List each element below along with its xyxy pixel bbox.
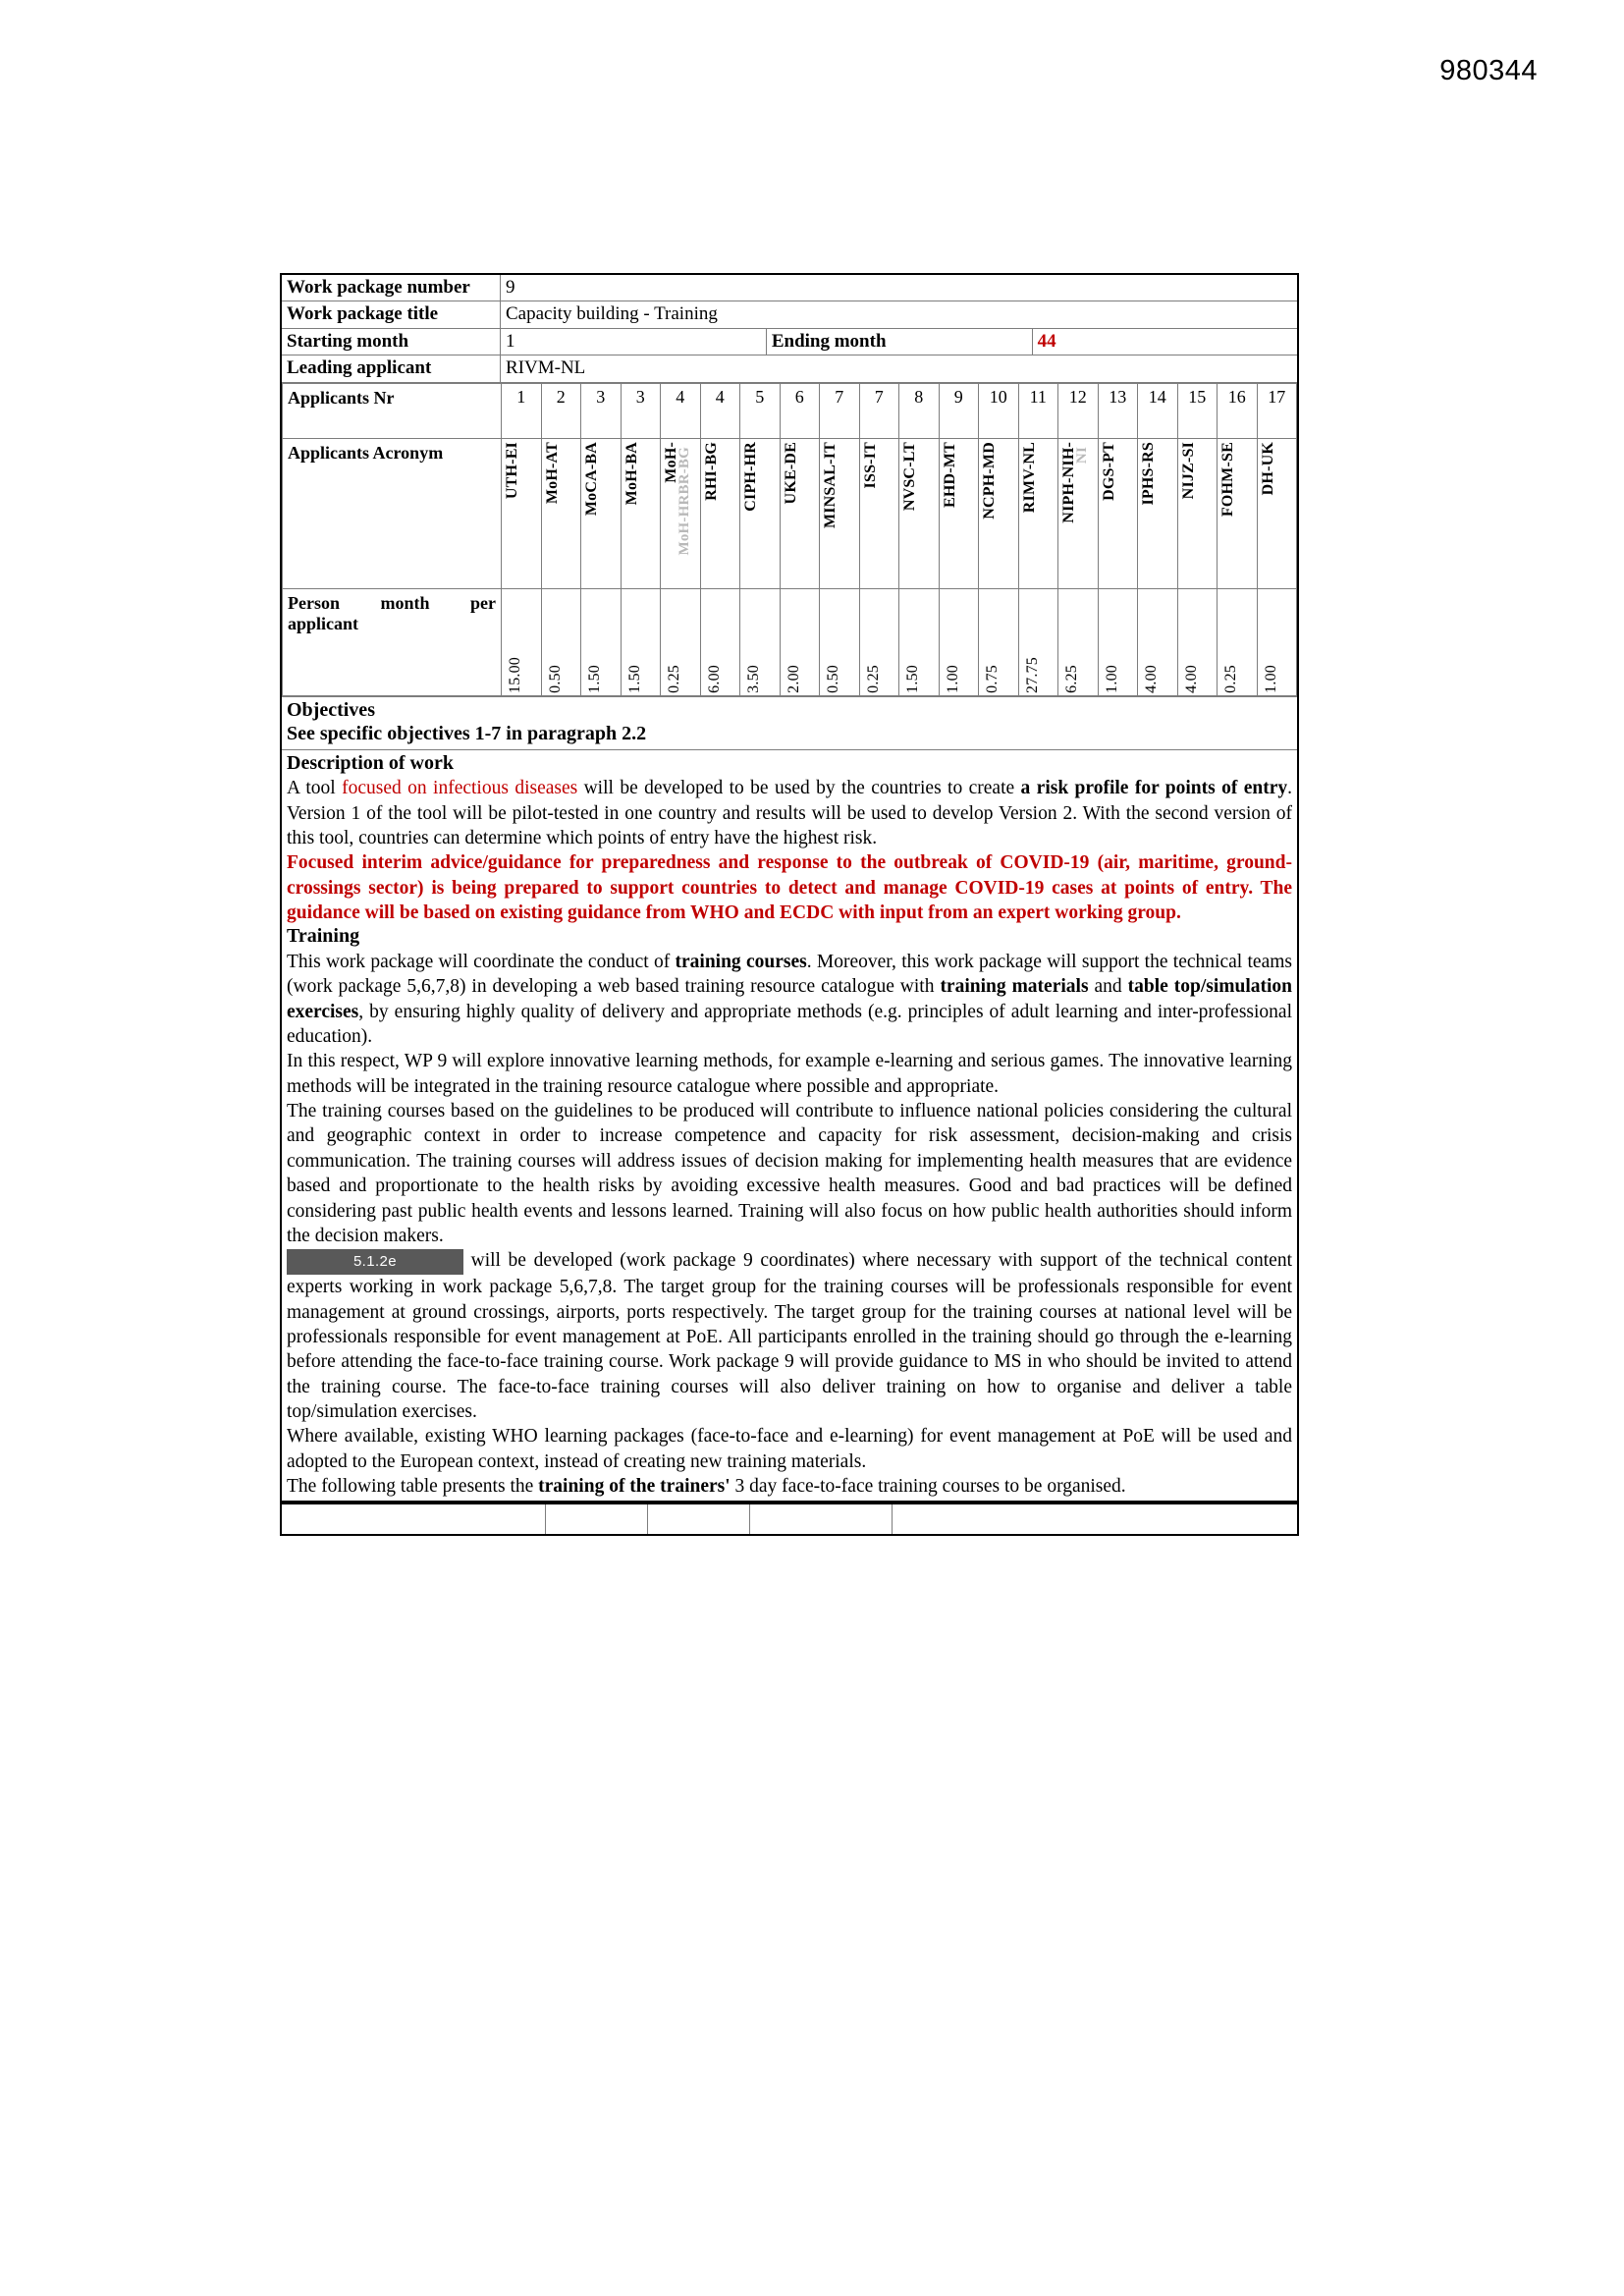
desc-p3-bold-1: training courses <box>675 952 807 973</box>
applicant-acronym-label: MoCA-BA <box>583 441 600 516</box>
objectives-text: See specific objectives 1-7 in paragraph 2.2 <box>287 723 647 745</box>
desc-p8-part-b: 3 day face-to-face training courses to be organised. <box>730 1475 1126 1497</box>
table-row-applicants-grid <box>281 382 1298 696</box>
value-starting-month: 1 <box>501 328 767 355</box>
person-month-value: 0.75 <box>984 664 1001 693</box>
person-month-cell <box>740 588 781 695</box>
applicant-number-cell: 14 <box>1138 383 1178 438</box>
description-title: Description of work <box>287 751 454 774</box>
person-month-cell <box>939 588 979 695</box>
applicant-acronym-cell <box>820 438 860 588</box>
applicant-acronym-label: UTH-EI <box>504 441 520 499</box>
desc-p3-part-a: This work package will coordinate the conduct of <box>287 952 676 973</box>
applicant-acronym-cell <box>581 438 622 588</box>
applicant-number-cell: 7 <box>859 383 899 438</box>
applicant-acronym-label: NVSC-LT <box>901 441 918 511</box>
person-month-value: 27.75 <box>1023 656 1041 693</box>
person-month-cell <box>1058 588 1099 695</box>
applicant-acronym-cell <box>700 438 740 588</box>
empty-cell <box>892 1503 1298 1535</box>
applicant-acronym-cell <box>1257 438 1297 588</box>
person-month-cell <box>1018 588 1058 695</box>
person-month-value: 1.50 <box>625 664 643 693</box>
table-row-description <box>281 749 1298 1502</box>
applicant-number-cell: 2 <box>541 383 581 438</box>
applicant-number-cell: 5 <box>740 383 781 438</box>
person-month-value: 1.00 <box>944 664 961 693</box>
table-row-months <box>281 328 1298 355</box>
applicant-number-cell: 11 <box>1018 383 1058 438</box>
applicant-acronym-label: RHI-BG <box>702 441 720 501</box>
applicant-acronym-label: ISS-IT <box>861 441 879 489</box>
person-month-cell <box>859 588 899 695</box>
person-month-cell <box>541 588 581 695</box>
empty-cell <box>647 1503 749 1535</box>
applicant-acronym-cell <box>541 438 581 588</box>
label-applicants-acronym: Applicants Acronym <box>283 438 502 588</box>
applicant-acronym-label: RIMV-NL <box>1020 441 1038 513</box>
table-row-leading-applicant <box>281 355 1298 382</box>
applicant-acronym-label: IPHS-RS <box>1140 441 1157 506</box>
person-month-cell <box>621 588 661 695</box>
desc-p1-bold-phrase: a risk profile for points of entry <box>1020 778 1288 799</box>
applicant-number-cell: 17 <box>1257 383 1297 438</box>
applicant-number-cell: 8 <box>899 383 940 438</box>
person-month-value: 1.50 <box>586 664 603 693</box>
person-month-cell <box>780 588 820 695</box>
label-starting-month: Starting month <box>281 328 501 355</box>
person-month-value: 1.00 <box>1262 664 1279 693</box>
person-month-value: 0.25 <box>1222 664 1239 693</box>
person-month-cell <box>899 588 940 695</box>
table-row-empty <box>281 1503 1298 1535</box>
applicants-person-month-row <box>283 588 1297 695</box>
applicant-acronym-faded: NI <box>1074 446 1090 464</box>
desc-p8-part-a: The following table presents the <box>287 1475 539 1497</box>
applicant-acronym-cell <box>1138 438 1178 588</box>
applicant-acronym-label: MoH-AT <box>543 441 561 504</box>
desc-p1-part-b: will be developed to be used by the countries to create <box>577 778 1021 799</box>
description-paragraph-3 <box>287 950 1292 1049</box>
applicant-acronym-cell <box>1058 438 1099 588</box>
applicant-number-cell: 4 <box>700 383 740 438</box>
desc-p1-red-phrase: focused on infectious diseases <box>342 778 578 799</box>
trainers-schedule-table <box>280 1503 1299 1536</box>
work-package-document <box>280 273 1299 1536</box>
applicant-number-cell: 3 <box>621 383 661 438</box>
applicant-acronym-cell <box>859 438 899 588</box>
empty-cell <box>749 1503 892 1535</box>
desc-p3-part-c: and <box>1088 976 1128 998</box>
description-paragraph-6 <box>287 1248 1292 1424</box>
label-leading-applicant: Leading applicant <box>281 355 501 382</box>
person-month-value: 6.25 <box>1063 664 1080 693</box>
person-month-cell <box>661 588 701 695</box>
person-month-cell <box>1098 588 1138 695</box>
person-month-value: 1.00 <box>1103 664 1120 693</box>
description-paragraph-covid-red: Focused interim advice/guidance for preparedness and response to the outbreak of COVID-19 (air, maritime, ground-crossings sector) is being prepared to support countries to detect and manage COVID-19 cases at points of entry. The guidance will be based on existing guidance from WHO and ECDC with input from an expert working group. <box>287 852 1292 924</box>
desc-p1-part-a: A tool <box>287 778 343 799</box>
person-month-value: 4.00 <box>1143 664 1160 693</box>
description-paragraph-5: The training courses based on the guidelines to be produced will contribute to influence national policies considering the cultural and geographic context in order to increase competence and capacity for risk assessment, decision-making and crisis communication. The training courses will address issues of decision making for implementing health measures that are evidence based and proportionate to the health risks by avoiding excessive health measures. Good and bad practices will be defined considering past public health events and lessons learned. Training will also focus on how public health authorities should inform the decision makers. <box>287 1101 1292 1246</box>
person-month-cell <box>1177 588 1218 695</box>
desc-p3-part-d: , by ensuring highly quality of delivery and appropriate methods (e.g. principles of adult learning and inter-professional education). <box>287 1001 1292 1048</box>
applicant-acronym-label: MoH-BA <box>623 441 640 505</box>
objectives-title: Objectives <box>287 698 375 721</box>
applicant-number-cell: 15 <box>1177 383 1218 438</box>
person-month-cell <box>581 588 622 695</box>
applicant-acronym-faded: MoH-HRBR-BG <box>677 446 692 556</box>
applicant-acronym-cell <box>1018 438 1058 588</box>
person-month-value: 4.00 <box>1182 664 1200 693</box>
applicant-acronym-cell <box>661 438 701 588</box>
applicant-acronym-cell <box>1177 438 1218 588</box>
empty-cell <box>281 1503 545 1535</box>
applicant-acronym-label: CIPH-HR <box>742 441 759 512</box>
desc-p8-bold: training of the trainers' <box>538 1475 731 1497</box>
description-paragraph-7: Where available, existing WHO learning packages (face-to-face and e-learning) for event management at PoE will be used and adopted to the European context, instead of creating new training materials. <box>287 1426 1292 1472</box>
applicant-acronym-cell <box>502 438 542 588</box>
label-person-month-per-applicant: Person month per applicant <box>283 588 502 695</box>
applicant-number-cell: 12 <box>1058 383 1099 438</box>
person-month-value: 6.00 <box>705 664 723 693</box>
applicant-acronym-label: DH-UK <box>1259 441 1276 495</box>
person-month-value: 0.25 <box>666 664 682 693</box>
applicant-acronym-label: MoH- <box>663 441 679 483</box>
desc-p1-part-c: . Version 1 of the tool will be pilot-tested in one country and results will be used to develop Version 2. With the second version of this tool, countries can determine which points of entry have the highest risk. <box>287 778 1292 849</box>
applicant-acronym-label: UKE-DE <box>782 441 799 505</box>
value-work-package-title: Capacity building - Training <box>501 301 1299 328</box>
page-header-number: 980344 <box>1439 55 1538 86</box>
desc-p6-text: will be developed (work package 9 coordinates) where necessary with support of the technical content experts working in work package 5,6,7,8. The target group for the training courses will be professionals responsible for event management at ground crossings, airports, ports respectively. The target group for the training courses at national level will be professionals responsible for event management at PoE. All participants enrolled in the training should go through the e-learning before attending the face-to-face training course. Work package 9 will provide guidance to MS in who should be invited to attend the training course. The face-to-face training courses will also deliver training on how to organise and deliver a table top/simulation exercises. <box>287 1250 1292 1422</box>
label-ending-month: Ending month <box>766 328 1032 355</box>
applicant-number-cell: 3 <box>581 383 622 438</box>
applicant-number-cell: 1 <box>502 383 542 438</box>
value-leading-applicant: RIVM-NL <box>501 355 1299 382</box>
applicant-number-cell: 13 <box>1098 383 1138 438</box>
description-paragraph-4: In this respect, WP 9 will explore innovative learning methods, for example e-learning and serious games. The innovative learning methods will be integrated in the training resource catalogue where possible and appropriate. <box>287 1051 1292 1097</box>
applicant-acronym-label: NIJZ-SI <box>1179 441 1197 499</box>
desc-p3-bold-3: table top/simulation exercises <box>287 976 1293 1022</box>
applicant-acronym-label: DGS-PT <box>1100 441 1117 501</box>
applicant-acronym-label: FOHM-SE <box>1219 441 1236 517</box>
empty-cell <box>545 1503 647 1535</box>
person-month-cell <box>1257 588 1297 695</box>
value-ending-month: 44 <box>1032 328 1298 355</box>
desc-p3-bold-2: training materials <box>940 976 1089 998</box>
person-month-value: 3.50 <box>745 664 762 693</box>
applicant-acronym-label: NIPH-NIH- <box>1060 441 1077 523</box>
desc-p3-part-b: . Moreover, this work package will support the technical teams (work package 5,6,7,8) in developing a web based training resource catalogue with <box>287 952 1292 998</box>
applicant-number-cell: 7 <box>820 383 860 438</box>
applicant-number-cell: 10 <box>979 383 1019 438</box>
person-month-cell <box>820 588 860 695</box>
description-cell <box>281 749 1298 1502</box>
table-row-objectives <box>281 696 1298 749</box>
applicant-acronym-cell <box>979 438 1019 588</box>
person-month-cell <box>1138 588 1178 695</box>
applicants-grid <box>282 383 1297 696</box>
applicants-number-row <box>283 383 1297 438</box>
training-subtitle: Training <box>287 925 360 948</box>
person-month-cell <box>979 588 1019 695</box>
person-month-cell <box>700 588 740 695</box>
applicant-acronym-cell <box>740 438 781 588</box>
person-month-value: 0.25 <box>864 664 882 693</box>
applicant-acronym-cell <box>1098 438 1138 588</box>
applicant-acronym-label: NCPH-MD <box>981 441 998 519</box>
table-row-wp-title <box>281 301 1298 328</box>
person-month-cell <box>1218 588 1258 695</box>
work-package-table <box>280 273 1299 1503</box>
label-work-package-number: Work package number <box>281 274 501 301</box>
person-month-value: 2.00 <box>785 664 802 693</box>
applicant-number-cell: 9 <box>939 383 979 438</box>
person-month-value: 1.50 <box>904 664 921 693</box>
person-month-cell <box>502 588 542 695</box>
applicant-acronym-cell <box>780 438 820 588</box>
applicant-acronym-cell <box>899 438 940 588</box>
applicant-number-cell: 6 <box>780 383 820 438</box>
person-month-value: 0.50 <box>546 664 564 693</box>
person-month-value: 0.50 <box>825 664 841 693</box>
applicant-acronym-cell <box>621 438 661 588</box>
table-row-wp-number <box>281 274 1298 301</box>
description-paragraph-8 <box>287 1474 1292 1499</box>
applicants-acronym-row <box>283 438 1297 588</box>
label-work-package-title: Work package title <box>281 301 501 328</box>
redaction-block-5-1-2e: 5.1.2e <box>287 1249 463 1275</box>
description-paragraph-1 <box>287 776 1292 850</box>
applicant-acronym-cell <box>1218 438 1258 588</box>
applicant-acronym-cell <box>939 438 979 588</box>
applicant-acronym-label: MINSAL-IT <box>822 441 839 528</box>
value-work-package-number: 9 <box>501 274 1299 301</box>
applicant-number-cell: 4 <box>661 383 701 438</box>
person-month-value: 15.00 <box>507 656 523 693</box>
applicant-acronym-label: EHD-MT <box>941 441 958 508</box>
label-applicants-nr: Applicants Nr <box>283 383 502 438</box>
applicant-number-cell: 16 <box>1218 383 1258 438</box>
objectives-cell <box>281 696 1298 749</box>
